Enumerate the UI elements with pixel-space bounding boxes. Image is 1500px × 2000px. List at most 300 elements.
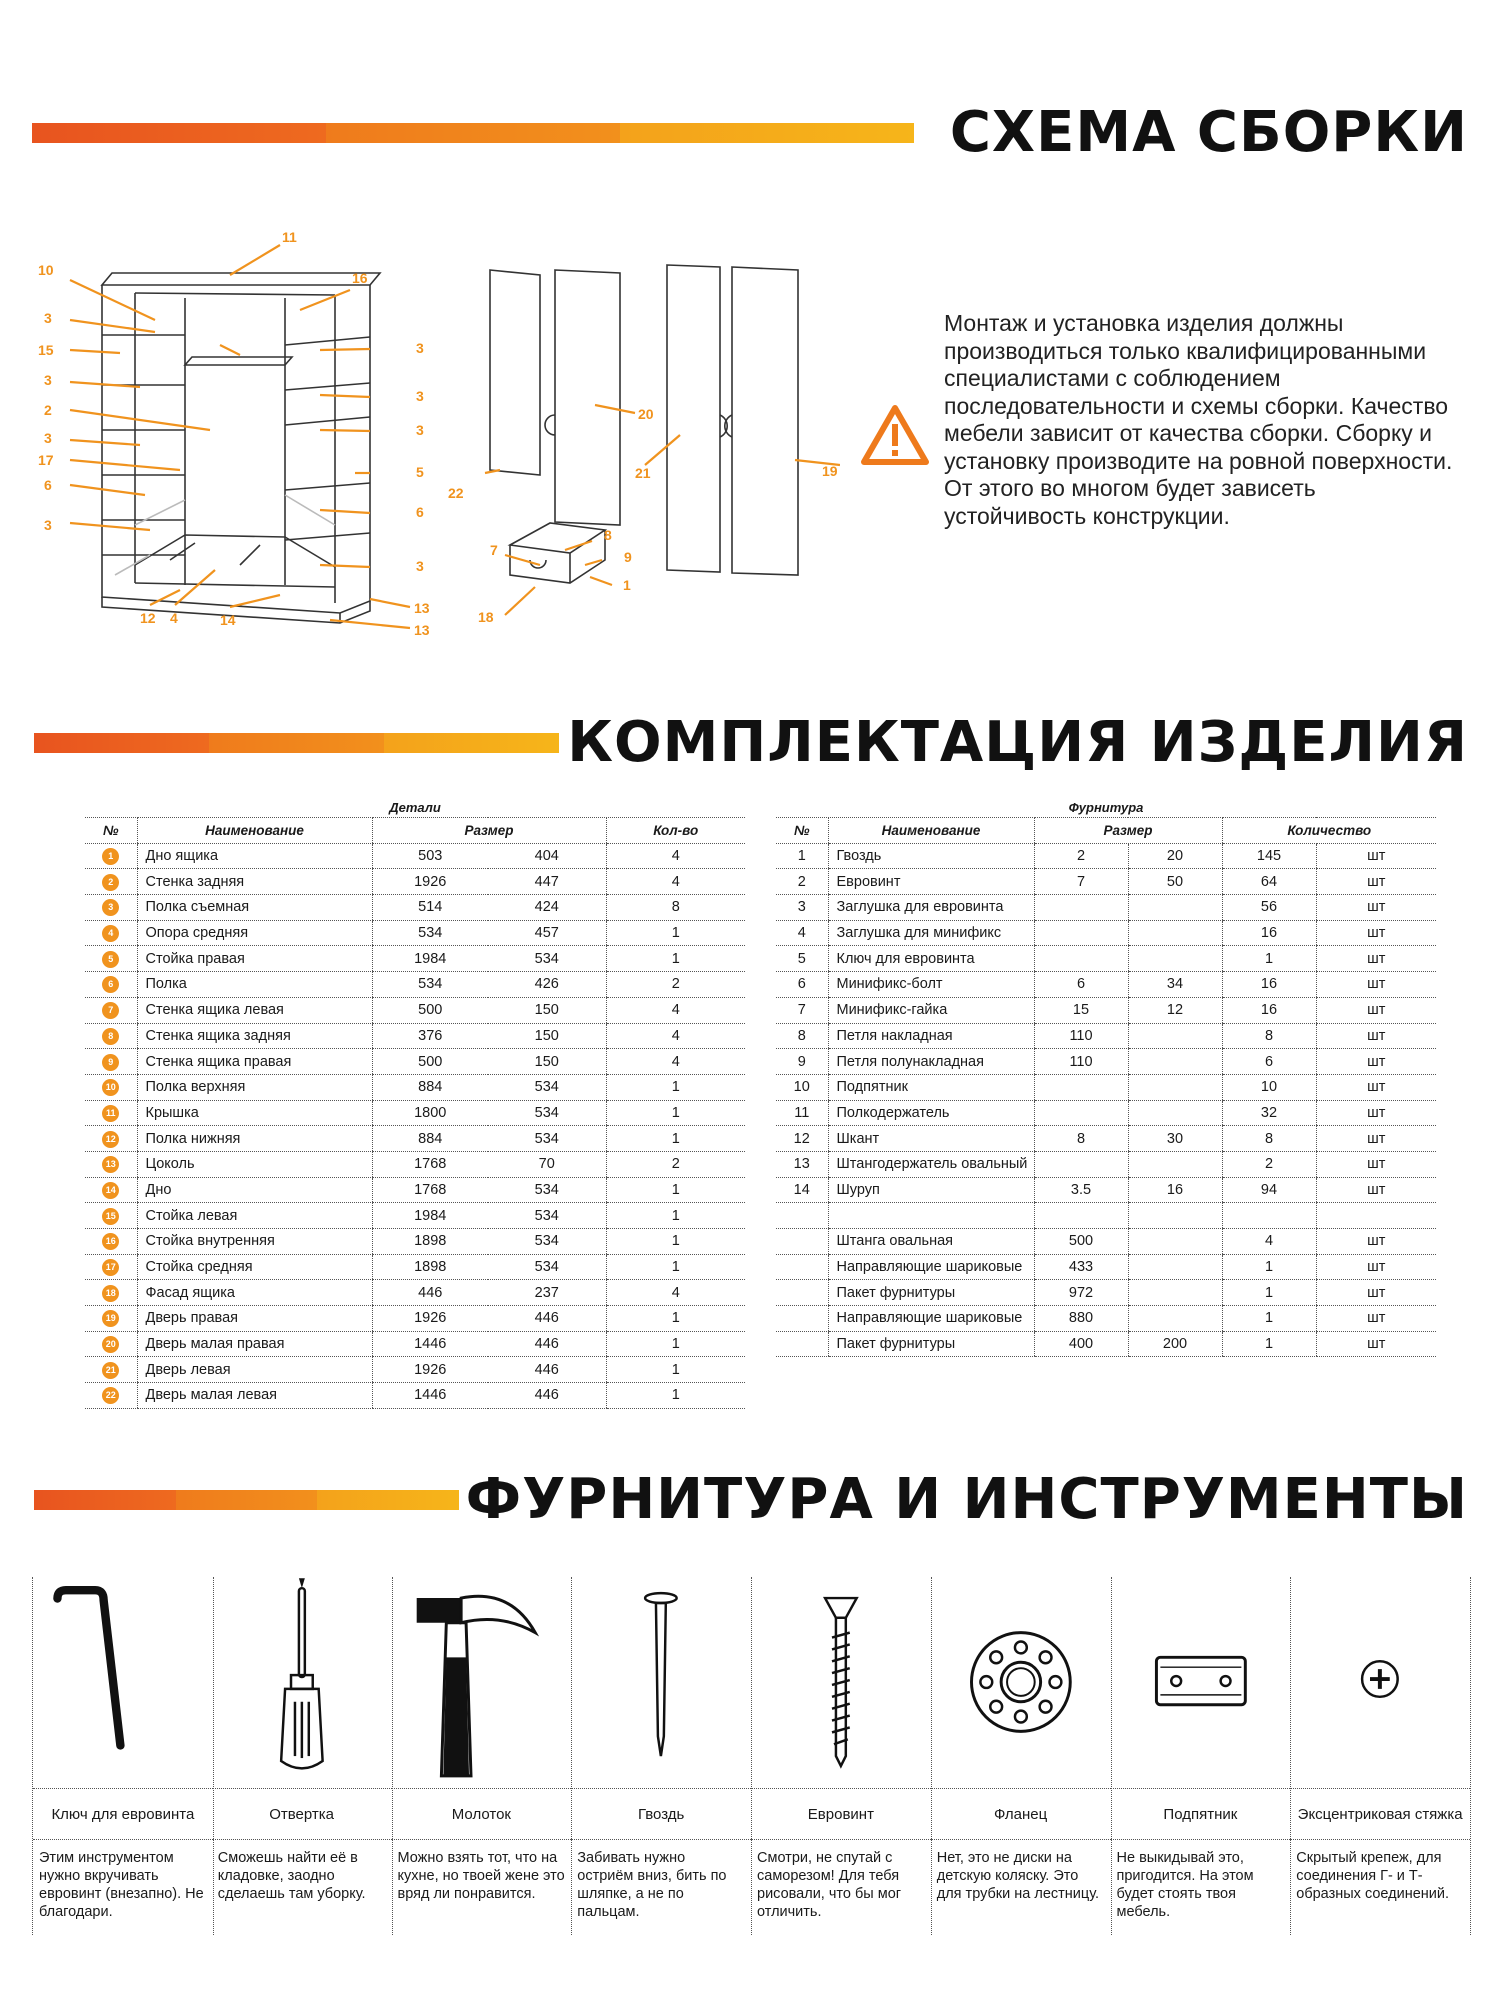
hardware-size-b: [1128, 1023, 1222, 1049]
tool-name-text: Фланец: [994, 1805, 1048, 1823]
details-header-size: Размер: [372, 818, 606, 844]
hardware-row: [776, 1074, 1436, 1100]
hardware-name: Гвоздь: [828, 843, 1034, 869]
part-name: Стойка средняя: [137, 1254, 372, 1280]
part-size-a: 1768: [372, 1177, 488, 1203]
label-7: 7: [490, 542, 498, 558]
intro-text: Монтаж и установка изделия должны производиться только квалифицированными специалистами с соблюдением последовательности и схемы сборки. Качество мебели зависит от качества сборки. Сборку и установку производите на ровной поверхности. От этого во многом будет зависеть устойчивость конструкции.: [944, 310, 1453, 529]
hardware-row: [776, 869, 1436, 895]
part-qty: 1: [606, 1357, 745, 1383]
hardware-qty: 16: [1222, 972, 1316, 998]
part-size-b: 534: [488, 1100, 606, 1126]
tool-description: Этим инструментом нужно вкручивать евровинт (внезапно). Не благодари.: [39, 1850, 204, 1920]
tool-name-text: Молоток: [451, 1805, 511, 1823]
hardware-unit: шт: [1316, 1151, 1436, 1177]
details-row: [85, 1177, 745, 1203]
part-size-a: 514: [372, 895, 488, 921]
label-20: 20: [638, 406, 654, 422]
section-bar-tools: [34, 1490, 459, 1510]
hardware-qty: 1: [1222, 946, 1316, 972]
hardware-unit: [1316, 1203, 1436, 1229]
part-size-a: 1926: [372, 1357, 488, 1383]
tool-description: Сможешь найти её в кладовке, заодно сделаешь там уборку.: [217, 1850, 366, 1902]
tool-name-text: Подпятник: [1163, 1805, 1238, 1823]
hardware-size-a: 400: [1034, 1331, 1128, 1357]
details-row: [85, 1331, 745, 1357]
details-row: [85, 1126, 745, 1152]
hardware-number: 6: [776, 972, 828, 998]
hardware-qty: 1: [1222, 1254, 1316, 1280]
hardware-unit: шт: [1316, 1126, 1436, 1152]
part-size-a: 376: [372, 1023, 488, 1049]
part-size-a: 1898: [372, 1254, 488, 1280]
label-3f: 3: [416, 388, 424, 404]
part-number-badge: 6: [102, 976, 119, 993]
hardware-unit: шт: [1316, 1074, 1436, 1100]
part-name: Цоколь: [137, 1151, 372, 1177]
part-size-b: 534: [488, 1074, 606, 1100]
details-row: [85, 1023, 745, 1049]
part-size-b: 446: [488, 1331, 606, 1357]
part-qty: 1: [606, 1074, 745, 1100]
part-qty: 2: [606, 1151, 745, 1177]
part-size-b: 534: [488, 1229, 606, 1255]
label-9: 9: [624, 549, 632, 565]
hardware-row: [776, 895, 1436, 921]
hardware-size-b: [1128, 1254, 1222, 1280]
details-header-num: №: [85, 818, 137, 844]
part-qty: 1: [606, 1177, 745, 1203]
label-11: 11: [282, 229, 297, 245]
part-size-b: 446: [488, 1383, 606, 1409]
details-row: [85, 1306, 745, 1332]
part-qty: 1: [606, 1126, 745, 1152]
hardware-unit: шт: [1316, 1306, 1436, 1332]
hardware-name: Шкант: [828, 1126, 1034, 1152]
part-number-badge: 17: [102, 1259, 119, 1276]
part-size-a: 503: [372, 843, 488, 869]
hardware-number: 11: [776, 1100, 828, 1126]
hardware-number: 2: [776, 869, 828, 895]
hardware-qty: 4: [1222, 1229, 1316, 1255]
hardware-size-a: [1034, 946, 1128, 972]
part-name: Стенка ящика левая: [137, 997, 372, 1023]
hardware-size-b: [1128, 1280, 1222, 1306]
part-size-a: 1800: [372, 1100, 488, 1126]
details-row: [85, 1357, 745, 1383]
hardware-size-a: [1034, 1151, 1128, 1177]
label-6a: 6: [44, 477, 52, 493]
hardware-row: [776, 972, 1436, 998]
hardware-number: 1: [776, 843, 828, 869]
hardware-number: 5: [776, 946, 828, 972]
hardware-header-qty: Количество: [1222, 818, 1436, 844]
part-size-b: 446: [488, 1357, 606, 1383]
hardware-unit: шт: [1316, 1049, 1436, 1075]
hardware-number: [776, 1203, 828, 1229]
part-name: Полка съемная: [137, 895, 372, 921]
hardware-size-a: [1034, 895, 1128, 921]
hardware-qty: 56: [1222, 895, 1316, 921]
hardware-size-a: 972: [1034, 1280, 1128, 1306]
hardware-size-b: [1128, 1306, 1222, 1332]
hardware-name: [828, 1203, 1034, 1229]
hardware-size-a: 6: [1034, 972, 1128, 998]
part-qty: 4: [606, 843, 745, 869]
hardware-qty: 10: [1222, 1074, 1316, 1100]
hardware-header-num: №: [776, 818, 828, 844]
hardware-size-b: [1128, 895, 1222, 921]
part-number-badge: 20: [102, 1336, 119, 1353]
part-number-badge: 10: [102, 1079, 119, 1096]
part-size-b: 534: [488, 1203, 606, 1229]
part-name: Фасад ящика: [137, 1280, 372, 1306]
part-qty: 1: [606, 1229, 745, 1255]
hardware-qty: 145: [1222, 843, 1316, 869]
tool-name: [392, 1788, 572, 1840]
hardware-unit: шт: [1316, 920, 1436, 946]
hardware-size-a: 433: [1034, 1254, 1128, 1280]
hardware-name: Пакет фурнитуры: [828, 1331, 1034, 1357]
tool-name: [571, 1788, 751, 1840]
hardware-size-a: [1034, 1074, 1128, 1100]
tool-description: Скрытый крепеж, для соединения Г- и Т-образных соединений.: [1296, 1850, 1450, 1902]
tool-card: [1290, 1577, 1471, 1935]
flange-icon: [931, 1577, 1111, 1788]
part-name: Дверь левая: [137, 1357, 372, 1383]
hardware-size-a: 3.5: [1034, 1177, 1128, 1203]
part-size-b: 534: [488, 1126, 606, 1152]
hardware-row: [776, 1306, 1436, 1332]
label-10: 10: [38, 262, 54, 278]
label-3e: 3: [416, 340, 424, 356]
part-name: Полка: [137, 972, 372, 998]
hardware-number: 10: [776, 1074, 828, 1100]
part-size-a: 1446: [372, 1383, 488, 1409]
hardware-name: Петля накладная: [828, 1023, 1034, 1049]
part-size-a: 500: [372, 1049, 488, 1075]
tool-card: [751, 1577, 932, 1935]
label-17: 17: [38, 452, 54, 468]
hardware-row: [776, 997, 1436, 1023]
part-number-badge: 9: [102, 1054, 119, 1071]
part-number-badge: 1: [102, 848, 119, 865]
part-size-b: 534: [488, 1177, 606, 1203]
details-row: [85, 1049, 745, 1075]
part-name: Дверь правая: [137, 1306, 372, 1332]
part-number-badge: 18: [102, 1285, 119, 1302]
tool-card: [212, 1577, 393, 1935]
hardware-name: Евровинт: [828, 869, 1034, 895]
details-row: [85, 1203, 745, 1229]
part-number-badge: 21: [102, 1362, 119, 1379]
hardware-unit: шт: [1316, 997, 1436, 1023]
hardware-unit: шт: [1316, 1177, 1436, 1203]
hardware-size-b: [1128, 920, 1222, 946]
part-size-a: 446: [372, 1280, 488, 1306]
hardware-name: Пакет фурнитуры: [828, 1280, 1034, 1306]
hardware-number: 14: [776, 1177, 828, 1203]
hardware-qty: 8: [1222, 1023, 1316, 1049]
hardware-size-b: 200: [1128, 1331, 1222, 1357]
details-row: [85, 1383, 745, 1409]
nail-icon: [571, 1577, 751, 1788]
part-name: Дверь малая правая: [137, 1331, 372, 1357]
part-name: Стенка задняя: [137, 869, 372, 895]
label-2: 2: [44, 402, 52, 418]
wardrobe-top: [102, 273, 380, 285]
label-3h: 3: [416, 558, 424, 574]
part-size-b: 150: [488, 997, 606, 1023]
part-name: Полка нижняя: [137, 1126, 372, 1152]
part-size-b: 446: [488, 1306, 606, 1332]
hardware-size-a: 15: [1034, 997, 1128, 1023]
hardware-row: [776, 1203, 1436, 1229]
hardware-unit: шт: [1316, 1331, 1436, 1357]
hardware-name: Полкодержатель: [828, 1100, 1034, 1126]
details-row: [85, 843, 745, 869]
hardware-unit: шт: [1316, 1100, 1436, 1126]
part-number-badge: 15: [102, 1208, 119, 1225]
part-qty: 1: [606, 1306, 745, 1332]
hardware-number: [776, 1331, 828, 1357]
hardware-size-a: 500: [1034, 1229, 1128, 1255]
part-number-badge: 19: [102, 1310, 119, 1327]
hardware-qty: 8: [1222, 1126, 1316, 1152]
part-qty: 1: [606, 920, 745, 946]
hardware-size-a: 880: [1034, 1306, 1128, 1332]
label-3d: 3: [44, 517, 52, 533]
hardware-unit: шт: [1316, 1254, 1436, 1280]
hardware-size-b: [1128, 1100, 1222, 1126]
label-6b: 6: [416, 504, 424, 520]
tool-description: Забивать нужно остриём вниз, бить по шляпке, а не по пальцам.: [577, 1850, 727, 1920]
part-number-badge: 2: [102, 874, 119, 891]
hardware-qty: 32: [1222, 1100, 1316, 1126]
details-row: [85, 920, 745, 946]
hardware-unit: шт: [1316, 1023, 1436, 1049]
tool-name: [751, 1788, 931, 1840]
label-21: 21: [635, 465, 651, 481]
hardware-name: Ключ для евровинта: [828, 946, 1034, 972]
details-row: [85, 895, 745, 921]
tool-card: [571, 1577, 752, 1935]
hardware-header-name: Наименование: [828, 818, 1034, 844]
hardware-name: Шуруп: [828, 1177, 1034, 1203]
label-19: 19: [822, 463, 838, 479]
hardware-qty: 1: [1222, 1306, 1316, 1332]
part-size-b: 457: [488, 920, 606, 946]
hardware-row: [776, 1126, 1436, 1152]
door-19: [732, 267, 798, 575]
euroscrew-icon: [751, 1577, 931, 1788]
hardware-name: Штанга овальная: [828, 1229, 1034, 1255]
hardware-size-b: 30: [1128, 1126, 1222, 1152]
part-qty: 4: [606, 869, 745, 895]
details-header-name: Наименование: [137, 818, 372, 844]
part-size-a: 534: [372, 920, 488, 946]
tool-name: [931, 1788, 1111, 1840]
hardware-size-a: [1034, 1203, 1128, 1229]
hardware-size-b: 20: [1128, 843, 1222, 869]
part-size-b: 404: [488, 843, 606, 869]
tool-card: [1111, 1577, 1292, 1935]
part-name: Стойка внутренняя: [137, 1229, 372, 1255]
label-3b: 3: [44, 372, 52, 388]
hardware-qty: 1: [1222, 1331, 1316, 1357]
part-qty: 1: [606, 1383, 745, 1409]
hardware-size-b: 34: [1128, 972, 1222, 998]
label-1: 1: [623, 577, 631, 593]
tool-name-text: Отвертка: [269, 1805, 335, 1823]
hardware-row: [776, 946, 1436, 972]
hardware-size-a: 2: [1034, 843, 1128, 869]
hardware-number: [776, 1229, 828, 1255]
hardware-size-a: 110: [1034, 1049, 1128, 1075]
part-size-a: 1984: [372, 946, 488, 972]
details-caption: Детали: [85, 797, 745, 818]
label-8: 8: [604, 527, 612, 543]
part-size-a: 1768: [372, 1151, 488, 1177]
tools-heading: ФУРНИТУРА И ИНСТРУМЕНТЫ: [465, 1467, 1468, 1532]
hardware-row: [776, 1254, 1436, 1280]
tool-name: [33, 1788, 213, 1840]
part-qty: 4: [606, 997, 745, 1023]
part-qty: 2: [606, 972, 745, 998]
part-size-a: 1926: [372, 1306, 488, 1332]
part-qty: 1: [606, 1331, 745, 1357]
hardware-row: [776, 1331, 1436, 1357]
part-number-badge: 11: [102, 1105, 119, 1122]
tool-name-text: Гвоздь: [637, 1805, 685, 1823]
part-size-b: 70: [488, 1151, 606, 1177]
details-row: [85, 1074, 745, 1100]
hardware-number: [776, 1280, 828, 1306]
part-size-b: 150: [488, 1049, 606, 1075]
hardware-number: 12: [776, 1126, 828, 1152]
hardware-size-b: 12: [1128, 997, 1222, 1023]
part-size-b: 424: [488, 895, 606, 921]
part-size-a: 884: [372, 1126, 488, 1152]
hardware-size-b: [1128, 1203, 1222, 1229]
hardware-unit: шт: [1316, 972, 1436, 998]
hardware-size-a: 7: [1034, 869, 1128, 895]
hardware-number: 3: [776, 895, 828, 921]
hardware-qty: 64: [1222, 869, 1316, 895]
part-name: Дно: [137, 1177, 372, 1203]
part-number-badge: 4: [102, 925, 119, 942]
part-qty: 1: [606, 1100, 745, 1126]
hardware-size-b: [1128, 1229, 1222, 1255]
hardware-row: [776, 1100, 1436, 1126]
hardware-header-size: Размер: [1034, 818, 1222, 844]
tool-name: [1111, 1788, 1291, 1840]
warning-icon: [860, 404, 930, 466]
part-number-badge: 7: [102, 1002, 119, 1019]
hardware-unit: шт: [1316, 843, 1436, 869]
part-size-b: 534: [488, 1254, 606, 1280]
hardware-size-b: [1128, 1151, 1222, 1177]
label-18: 18: [478, 609, 494, 625]
hardware-unit: шт: [1316, 895, 1436, 921]
hardware-qty: [1222, 1203, 1316, 1229]
details-header-qty: Кол-во: [606, 818, 745, 844]
hardware-row: [776, 1177, 1436, 1203]
hardware-size-a: 8: [1034, 1126, 1128, 1152]
hardware-name: Подпятник: [828, 1074, 1034, 1100]
hardware-name: Минификс-болт: [828, 972, 1034, 998]
label-13b: 13: [414, 622, 430, 638]
section-bar-contents: [34, 733, 559, 753]
tool-description: Можно взять тот, что на кухне, но твоей жене это вряд ли понравится.: [397, 1850, 565, 1902]
hardware-row: [776, 1151, 1436, 1177]
part-qty: 4: [606, 1023, 745, 1049]
details-row: [85, 946, 745, 972]
details-row: [85, 1151, 745, 1177]
details-row: [85, 869, 745, 895]
hardware-unit: шт: [1316, 1280, 1436, 1306]
door-22: [490, 270, 540, 475]
label-4: 4: [170, 610, 178, 626]
tools-grid: [32, 1577, 1470, 1935]
hardware-row: [776, 1023, 1436, 1049]
part-qty: 1: [606, 1203, 745, 1229]
tool-name: [1290, 1788, 1470, 1840]
assembly-diagram: [30, 225, 840, 650]
part-size-a: 1446: [372, 1331, 488, 1357]
hardware-row: [776, 1280, 1436, 1306]
part-number-badge: 22: [102, 1387, 119, 1404]
hammer-icon: [392, 1577, 572, 1788]
label-5: 5: [416, 464, 424, 480]
hardware-qty: 16: [1222, 997, 1316, 1023]
cam-lock-icon: [1290, 1577, 1470, 1788]
part-qty: 4: [606, 1049, 745, 1075]
part-size-a: 534: [372, 972, 488, 998]
part-name: Стойка левая: [137, 1203, 372, 1229]
part-size-a: 884: [372, 1074, 488, 1100]
hardware-number: [776, 1306, 828, 1332]
part-size-a: 1926: [372, 869, 488, 895]
details-row: [85, 997, 745, 1023]
hardware-name: Заглушка для евровинта: [828, 895, 1034, 921]
part-number-badge: 13: [102, 1156, 119, 1173]
hardware-size-b: 16: [1128, 1177, 1222, 1203]
part-size-b: 447: [488, 869, 606, 895]
part-number-badge: 5: [102, 951, 119, 968]
hardware-number: 7: [776, 997, 828, 1023]
assembly-heading: СХЕМА СБОРКИ: [949, 100, 1468, 165]
part-size-a: 500: [372, 997, 488, 1023]
hardware-caption: Фурнитура: [776, 797, 1436, 818]
part-qty: 1: [606, 1254, 745, 1280]
hardware-row: [776, 1229, 1436, 1255]
hardware-unit: шт: [1316, 946, 1436, 972]
part-size-a: 1898: [372, 1229, 488, 1255]
tool-card: [32, 1577, 214, 1935]
hardware-name: Петля полунакладная: [828, 1049, 1034, 1075]
part-size-b: 150: [488, 1023, 606, 1049]
label-3c: 3: [44, 430, 52, 446]
glide-icon: [1111, 1577, 1291, 1788]
hardware-row: [776, 920, 1436, 946]
label-3a: 3: [44, 310, 52, 326]
part-number-badge: 12: [102, 1131, 119, 1148]
door-21: [667, 265, 720, 572]
hardware-unit: шт: [1316, 1229, 1436, 1255]
hardware-size-a: [1034, 920, 1128, 946]
hardware-name: Направляющие шариковые: [828, 1306, 1034, 1332]
